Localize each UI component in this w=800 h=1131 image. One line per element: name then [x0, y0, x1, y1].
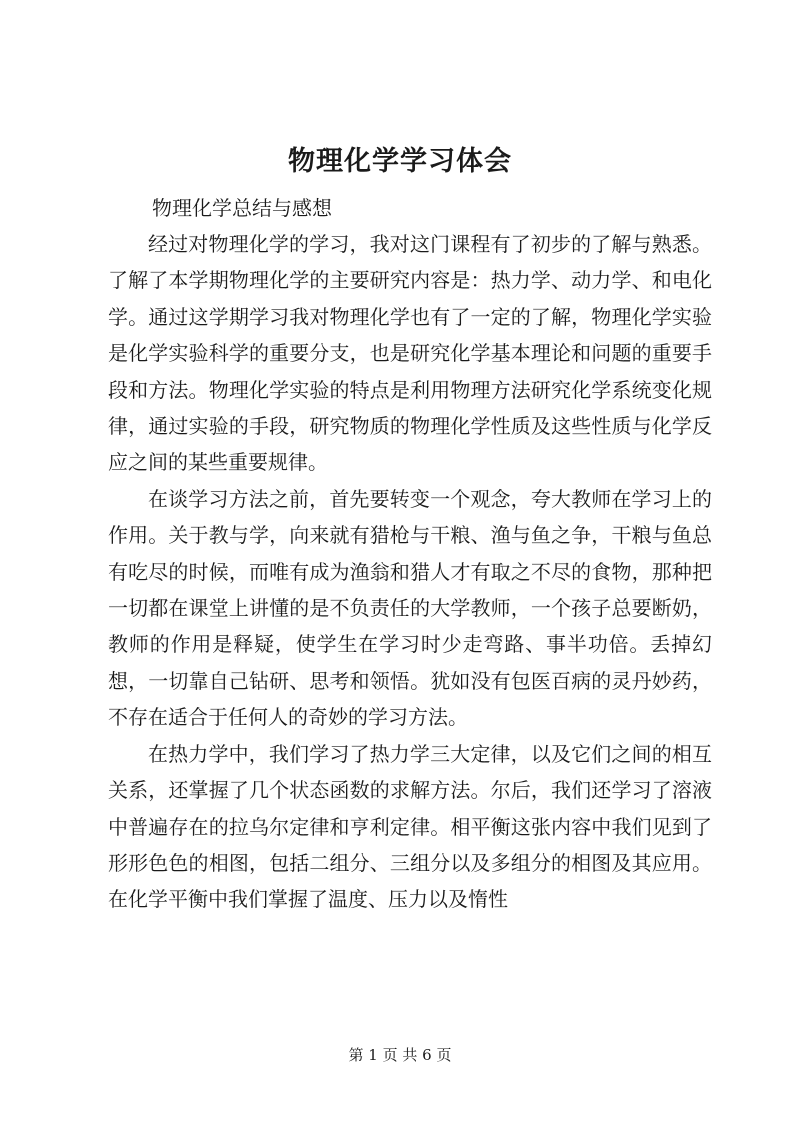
document-title: 物理化学学习体会	[288, 146, 512, 177]
page-footer: 第 1 页 共 6 页	[348, 1046, 452, 1064]
paragraph-3: 在热力学中，我们学习了热力学三大定律，以及它们之间的相互关系，还掌握了几个状态函数的求解方法。尔后，我们还学习了溶液中普遍存在的拉乌尔定律和亨利定律。相平衡这张内容中我们见到了形形色色的相图，包括二组分、三组分以及多组分的相图及其应用。在化学平衡中我们掌握了温度、压力以及惰性	[108, 741, 712, 912]
paragraph-2: 在谈学习方法之前，首先要转变一个观念，夸大教师在学习上的作用。关于教与学，向来就有猎枪与干粮、渔与鱼之争，干粮与鱼总有吃尽的时候，而唯有成为渔翁和猎人才有取之不尽的食物，那种把一切都在课堂上讲懂的是不负责任的大学教师，一个孩子总要断奶，教师的作用是释疑，使学生在学习时少走弯路、事半功倍。丢掉幻想，一切靠自己钻研、思考和领悟。犹如没有包医百病的灵丹妙药，不存在适合于任何人的奇妙的学习方法。	[108, 486, 712, 730]
paragraph-1: 经过对物理化学的学习，我对这门课程有了初步的了解与熟悉。了解了本学期物理化学的主要研究内容是：热力学、动力学、和电化学。通过这学期学习我对物理化学也有了一定的了解，物理化学实验是化学实验科学的重要分支，也是研究化学基本理论和问题的重要手段和方法。物理化学实验的特点是利用物理方法研究化学系统变化规律，通过实验的手段，研究物质的物理化学性质及这些性质与化学反应之间的某些重要规律。	[108, 232, 712, 475]
document-body	[108, 226, 712, 918]
document-subtitle: 物理化学总结与感想	[152, 196, 332, 220]
